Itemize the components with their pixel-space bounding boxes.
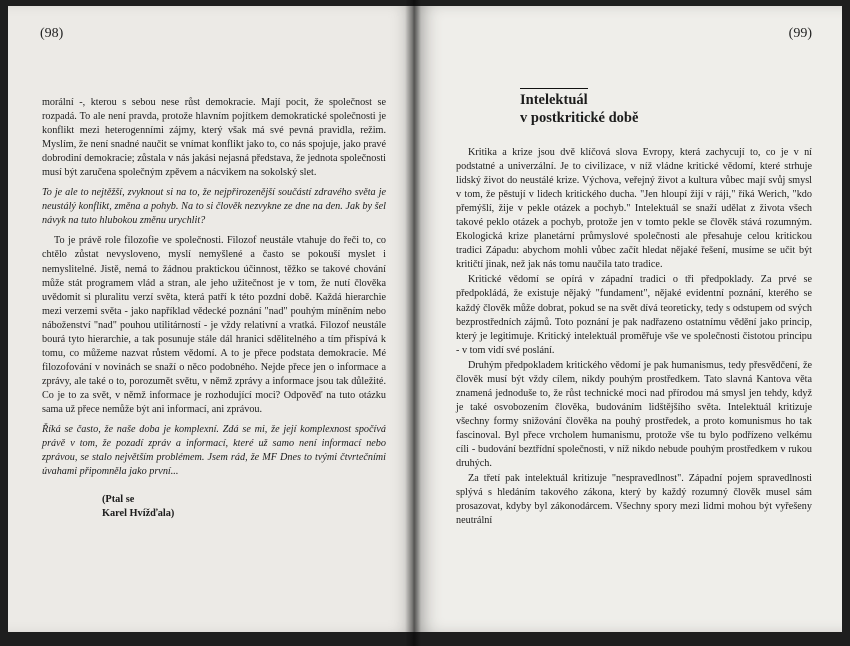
paragraph: Kritika a krize jsou dvě klíčová slova Evropy, která zachycují to, co je v ní podstatné a univerzální. Je to civilizace, v níž vládne kritické vědomí, které strhuje lidský život do neustálé krize. Výchova, veřejný život a kultura vůbec mají svůj smysl v tom, že pěstují v lidech kritického ducha. "Jen hloupí žijí v ráji," říká Werich, "kdo přemýšlí, žije v pekle otázek a pochyb." Intelektuál se snaží udělat z života všech takové peklo otázek a pochyb, protože jen v tomto pekle se člověk stává rozumným. Ekologická krize planetární průmyslové společnosti ale přesahuje celou kritickou tradici Západu: abychom mohli vůbec začít hledat nějaké řešení, musíme se učit být kritičtí jinak, než jak nás tomu naučila tato tradice.: [456, 147, 812, 271]
page-number-right: (99): [788, 26, 812, 41]
signature-line: (Ptal se: [102, 494, 135, 506]
right-page: [414, 6, 842, 632]
paragraph: morální -, kterou s sebou nese růst demokracie. Mají pocit, že společnost se rozpadá. To ale není pravda, protože hlavním pojítkem demokratické společnosti je konflikt mezi heterogenními zájmy, který však má své pevná pravidla, režim. Myslím, že není snadné naučit se vnímat konflikt jako to, co nás spojuje, jako pravé dobrodiní demokracie; zůstala v nás jakási nejasná představa, že jednota společnosti musí být zaručena společným zpěvem a nácvikem na sokolský slet.: [42, 97, 386, 179]
left-page: [8, 6, 414, 632]
interview-question: To je ale to nejtěžší, zvyknout si na to, že nejpřirozenější součástí zdravého světa je neustálý konflikt, změna a pohyb. Na to si člověk nezvykne ze dne na den. Jak by šel návyk na tuto hlubokou změnu urychlit?: [42, 187, 386, 227]
paragraph: Za třetí pak intelektuál kritizuje "nespravedlnost". Západní pojem spravedlnosti splývá s hledáním takového zákona, který by každý rozumný člověk musel sám prosazovat, kdyby byl zákonodárcem. Všechny spory mezi lidmi mohou být vyřešeny neutrální: [456, 473, 812, 527]
interview-question: Říká se často, že naše doba je komplexní. Zdá se mi, že její komplexnost spočívá právě v tom, že pozadí zpráv a informací, které už samo není informací nebo zprávou, se stalo největším problémem. Jsem rád, že MF Dnes to tvými čtvrtečními úvahami připomněla jako první...: [42, 424, 386, 478]
article-title: [520, 88, 720, 127]
title-line: v postkritické době: [520, 110, 639, 126]
right-page-text: [456, 146, 812, 529]
paragraph: Kritické vědomí se opírá v západní tradici o tři předpoklady. Za prvé se předpokládá, že existuje nějaký "fundament", nějaké evidentní poznání, kterého se každý člověk může dobrat, pokud se na svět dívá teoreticky, tedy s odstupem od svých bezprostředních zájmů. Toto poznání je pak nadřazeno ostatnímu vědění jako princip, který je legitimuje. Kritický intelektuál proměřuje vše ve společnosti čistotou principu - v tom vidí své poslání.: [456, 274, 812, 356]
signature-line: Karel Hvížďala): [102, 508, 175, 520]
page-number-left: (98): [40, 26, 64, 41]
signature: [42, 493, 386, 521]
left-page-text: [42, 96, 386, 521]
paragraph: To je právě role filozofie ve společnosti. Filozof neustále vtahuje do řeči to, co chtělo zůstat nevysloveno, myslí nemyšlené a často se pokouší myslet i nemyslitelné. Jistě, nemá to žádnou praktickou účinnost, těžko se takové chování může stát programem vlád a stran, ale jeho užitečnost je v tom, že nutí člověka uvědomit si pluralitu verzí světa, která patří k této pozdní době. Každá hierarchie mezi verzemi světa - jako například vědecké poznání "nad" pouhým míněním nebo náboženství "nad" pouhou utilitárností - je vždy relativní a vratká. Filozof neustále bourá tyto hierarchie, a tak posunuje stále dál hranici sdělitelného a tím přispívá k tomu, co můžeme nazvat růstem vědomí. A to je přece podstata demokracie. Mé filozofování v novinách se snaží o něco podobného. Nejde přece jen o informace a zprávy, ale také o to, porozumět světu, v němž zprávy a informace jsou tak důležité. Co je to za svět, v němž informace je rozhodující moci? Odpověď na tuto otázku sama už přece nemůže být ani informací, ani zprávou.: [42, 235, 386, 415]
paragraph: Druhým předpokladem kritického vědomí je pak humanismus, tedy přesvědčení, že člověk musí být vždy cílem, nikdy pouhým prostředkem. Tato slavná Kantova věta znamená jednoduše to, že růst technické moci nad přírodou má smysl jen tehdy, když je také osvobozením člověka, budováním lidštějšího světa. Intelektuál kritizuje všechny formy snižování člověka na pouhý prostředek, a proto komunismus ho tak fascinoval. Byl přece vrcholem humanismu, protože vše tu bylo podřízeno velkému cíli - budování beztřídní společnosti, v níž nikdo nebude pouhým prostředkem v rukou druhých.: [456, 359, 812, 470]
title-line: Intelektuál: [520, 88, 588, 109]
